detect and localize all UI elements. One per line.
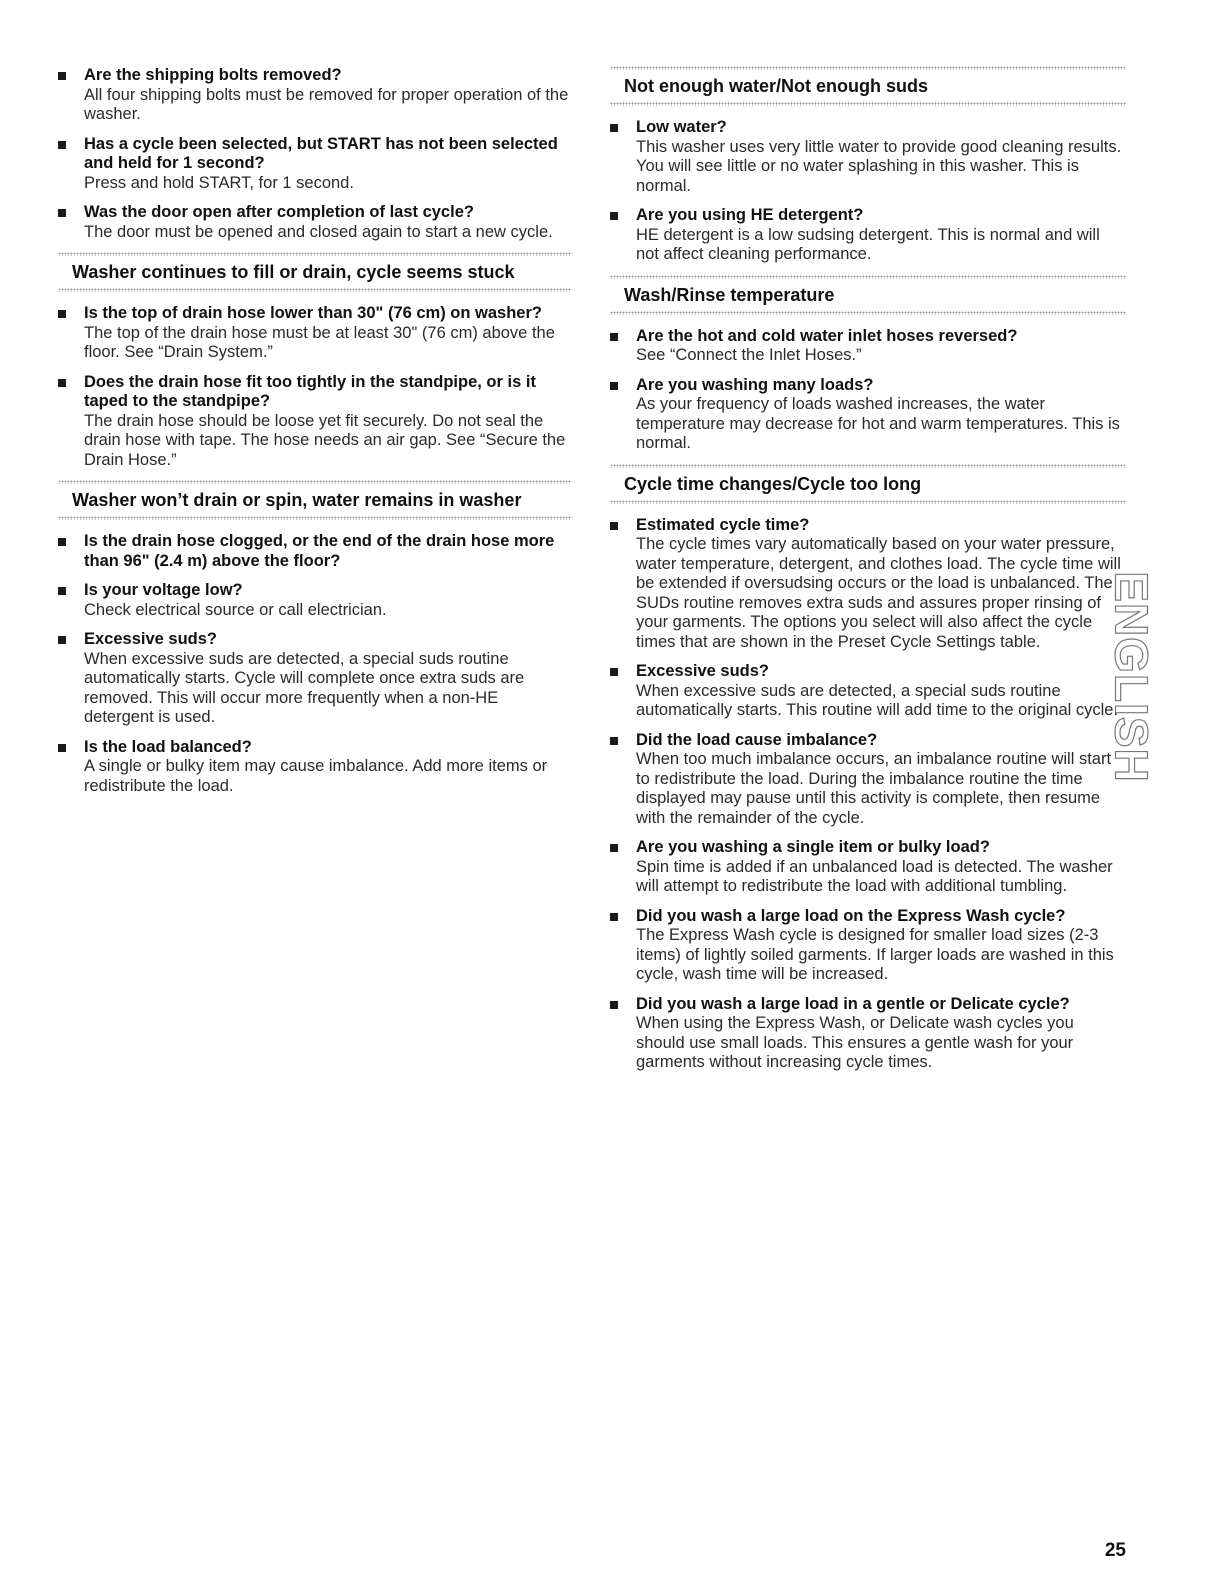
bullet-icon [610, 212, 618, 220]
answer: The top of the drain hose must be at least 30" (76 cm) above the floor. See “Drain System.” [84, 323, 555, 361]
question: Is your voltage low? [84, 581, 243, 599]
list-item [58, 135, 572, 194]
question: Are you washing many loads? [636, 375, 874, 394]
section-header [610, 464, 1126, 504]
answer: All four shipping bolts must be removed for proper operation of the washer. [84, 85, 569, 123]
bullet-icon [610, 382, 618, 390]
question: Excessive suds? [636, 662, 769, 680]
bullet-icon [610, 737, 618, 745]
bullet-icon [58, 209, 66, 217]
question: Excessive suds? [84, 630, 217, 648]
answer: A single or bulky item may cause imbalance. Add more items or redistribute the load. [84, 757, 548, 795]
section-title: Wash/Rinse temperature [624, 284, 835, 305]
answer: The door must be opened and closed again to start a new cycle. [84, 222, 553, 241]
bullet-icon [610, 668, 618, 676]
list-item [610, 206, 1126, 265]
question: Was the door open after completion of last cycle? [84, 203, 474, 221]
question: Did you wash a large load in a gentle or Delicate cycle? [636, 994, 1070, 1013]
section-not-enough-water [610, 66, 1126, 265]
list-item [58, 630, 572, 728]
answer: The cycle times vary automatically based on your water pressure, water temperature, detergent, and clothes load. The cycle time will be extended if oversudsing occurs or the load is unbalanced. The SUDs routine removes extra suds and assures proper rinsing of your garments. The options you select will also affect the cycle times that are shown in the Preset Cycle Settings table. [636, 535, 1121, 651]
bullet-icon [58, 141, 66, 149]
list-item [610, 907, 1126, 985]
question: Low water? [636, 118, 727, 136]
section-cycle-time [610, 464, 1126, 1073]
list-item [58, 373, 572, 471]
dotted-rule [610, 500, 1126, 504]
answer: The Express Wash cycle is designed for smaller load sizes (2-3 items) of lightly soiled garments. If larger loads are washed in this cycle, wash time will be increased. [636, 926, 1114, 983]
bullet-icon [610, 124, 618, 132]
section-title: Washer won’t drain or spin, water remains in washer [72, 490, 522, 510]
answer: This washer uses very little water to provide good cleaning results. You will see little or no water splashing in this washer. This is normal. [636, 137, 1122, 195]
list-item [58, 304, 572, 363]
bullet-icon [58, 636, 66, 644]
answer: The drain hose should be loose yet fit securely. Do not seal the drain hose with tape. The hose needs an air gap. See “Secure the Drain Hose.” [84, 411, 566, 469]
bullet-icon [610, 333, 618, 341]
list-item [610, 376, 1126, 454]
list-item [610, 327, 1126, 366]
bullet-icon [610, 1001, 618, 1009]
dotted-rule [58, 516, 572, 520]
question: Is the top of drain hose lower than 30" (76 cm) on washer? [84, 304, 542, 322]
answer: When using the Express Wash, or Delicate wash cycles you should use small loads. This ensures a gentle wash for your garments without increasing cycle times. [636, 1014, 1074, 1071]
question: Are the hot and cold water inlet hoses reversed? [636, 326, 1018, 345]
answer: Spin time is added if an unbalanced load is detected. The washer will attempt to redistribute the load with additional tumbling. [636, 857, 1113, 895]
answer: Press and hold START, for 1 second. [84, 173, 354, 192]
list-item [610, 662, 1126, 721]
section-title: Cycle time changes/Cycle too long [624, 473, 922, 494]
bullet-icon [610, 522, 618, 530]
question: Is the drain hose clogged, or the end of the drain hose more than 96" (2.4 m) above the floor? [84, 532, 555, 570]
right-column [610, 66, 1126, 1083]
bullet-icon [58, 72, 66, 80]
side-tab-label: ENGLISH [1106, 571, 1158, 783]
page-number: 25 [1104, 1540, 1126, 1561]
list-item [58, 581, 572, 620]
question: Are you using HE detergent? [636, 206, 864, 224]
list-item [610, 731, 1126, 829]
answer: When too much imbalance occurs, an imbalance routine will start to redistribute the load. During the imbalance routine the time displayed may pause until this activity is complete, then resume with the remainder of the cycle. [636, 750, 1112, 827]
list-item [610, 118, 1126, 196]
bullet-icon [58, 744, 66, 752]
section-header [610, 275, 1126, 315]
question: Are you washing a single item or bulky load? [636, 838, 990, 856]
section-header [610, 66, 1126, 106]
list-item [58, 738, 572, 797]
list-item [58, 532, 572, 571]
list-item [610, 838, 1126, 897]
language-side-tab [1106, 566, 1158, 788]
answer: See “Connect the Inlet Hoses.” [636, 346, 862, 364]
answer: When excessive suds are detected, a special suds routine automatically starts. This routine will add time to the original cycle. [636, 681, 1119, 719]
question: Did the load cause imbalance? [636, 730, 878, 749]
question: Has a cycle been selected, but START has not been selected and held for 1 second? [84, 134, 558, 172]
dotted-rule [610, 311, 1126, 315]
dotted-rule [610, 102, 1126, 106]
section-header [58, 252, 572, 292]
answer: Check electrical source or call electrician. [84, 600, 387, 619]
question: Does the drain hose fit too tightly in the standpipe, or is it taped to the standpipe? [84, 372, 536, 410]
section-title: Washer continues to fill or drain, cycle seems stuck [72, 262, 515, 282]
bullet-icon [58, 538, 66, 546]
list-item [610, 995, 1126, 1073]
left-column [58, 66, 572, 806]
bullet-icon [58, 379, 66, 387]
answer: HE detergent is a low sudsing detergent. This is normal and will not affect cleaning performance. [636, 225, 1100, 263]
answer: As your frequency of loads washed increases, the water temperature may decrease for hot and warm temperatures. This is normal. [636, 395, 1120, 452]
bullet-icon [610, 913, 618, 921]
bullet-icon [58, 310, 66, 318]
question: Are the shipping bolts removed? [84, 66, 342, 84]
question: Did you wash a large load on the Express Wash cycle? [636, 906, 1066, 925]
answer: When excessive suds are detected, a special suds routine automatically starts. Cycle will complete once extra suds are removed. This will occur more frequently when a non-HE detergent is used. [84, 649, 525, 726]
list-item [610, 516, 1126, 653]
section-title: Not enough water/Not enough suds [624, 76, 928, 96]
section-wont-drain-spin [58, 480, 572, 796]
section-fill-drain-stuck [58, 252, 572, 470]
section-wash-rinse-temperature [610, 275, 1126, 454]
list-item [58, 66, 572, 125]
question: Estimated cycle time? [636, 515, 810, 534]
section-header [58, 480, 572, 520]
dotted-rule [58, 288, 572, 292]
question: Is the load balanced? [84, 737, 252, 756]
bullet-icon [58, 587, 66, 595]
list-item [58, 203, 572, 242]
bullet-icon [610, 844, 618, 852]
